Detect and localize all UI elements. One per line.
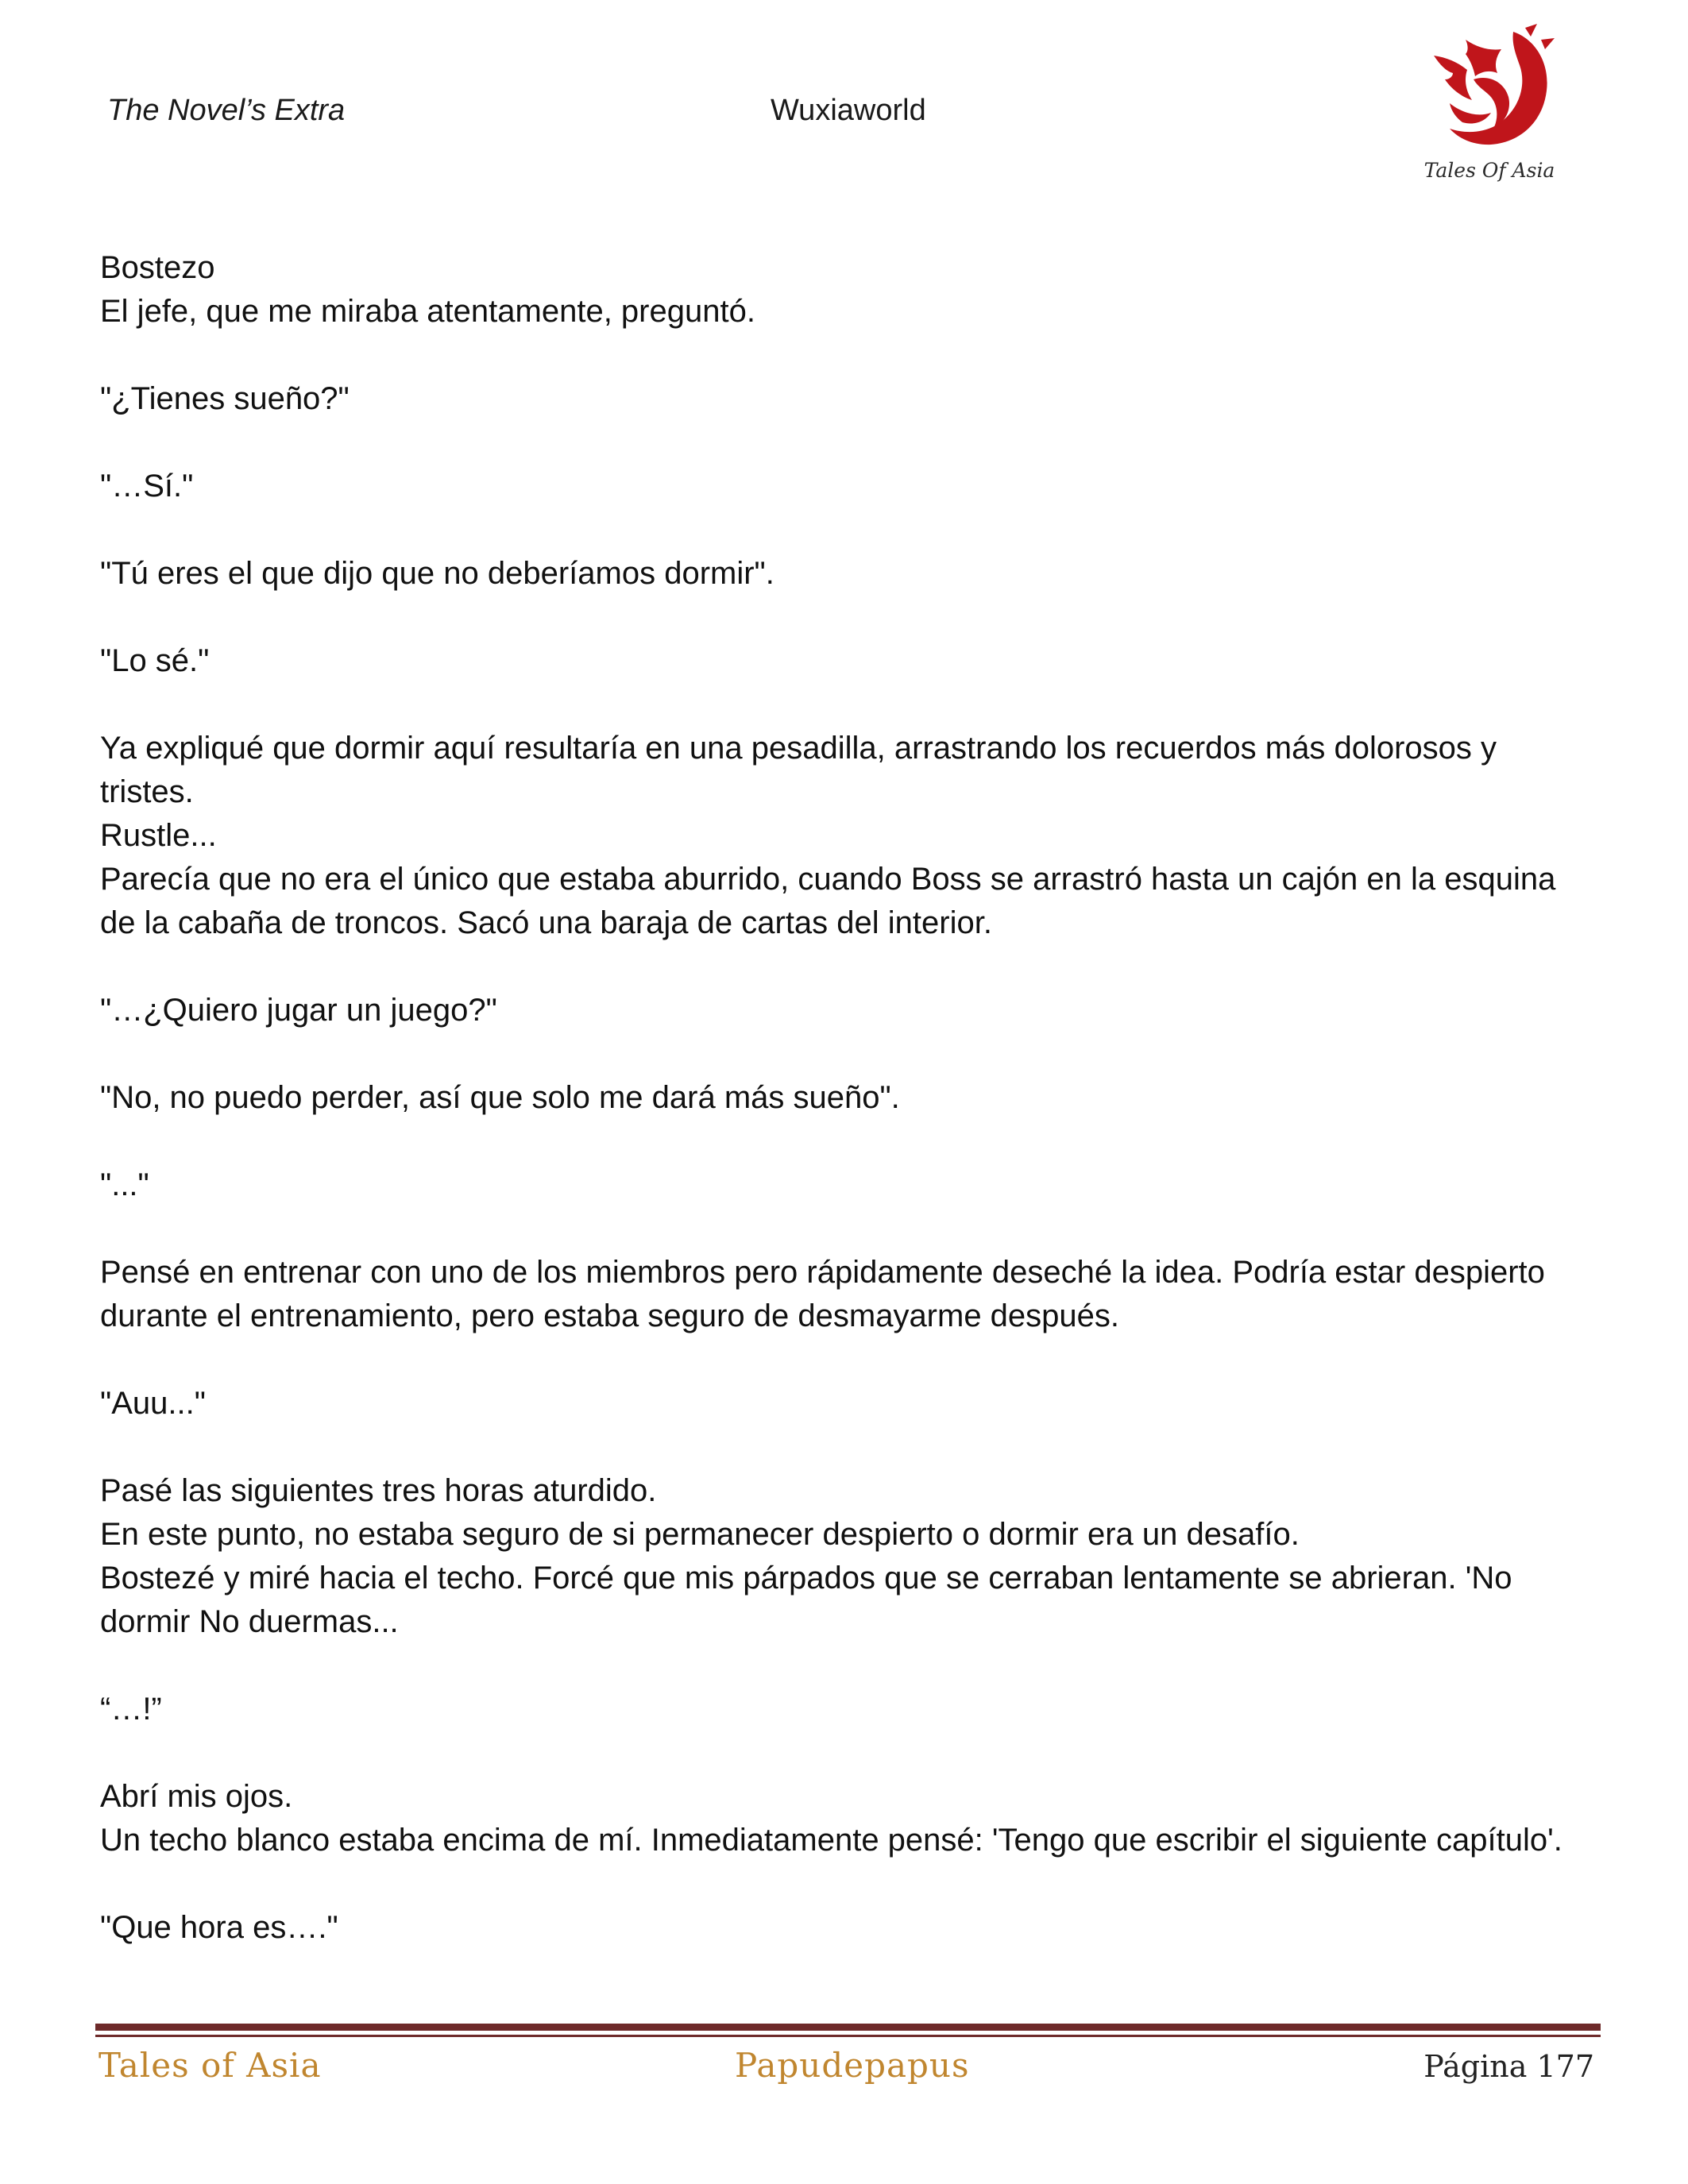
footer-divider xyxy=(95,2024,1601,2031)
paragraph: Parecía que no era el único que estaba aburrido, cuando Boss se arrastró hasta un cajón en la esquina de la cabaña de troncos. Sacó una baraja de cartas del interior. xyxy=(100,862,1556,940)
footer-site-name: Tales of Asia xyxy=(98,2046,322,2085)
paragraph: Ya expliqué que dormir aquí resultaría en una pesadilla, arrastrando los recuerdos más dolorosos y tristes. xyxy=(100,731,1497,809)
header-source: Wuxiaworld xyxy=(771,94,926,127)
paragraph-gap xyxy=(100,421,1578,465)
paragraph-gap xyxy=(100,334,1578,377)
dragon-icon xyxy=(1418,24,1561,163)
paragraph-gap xyxy=(100,1338,1578,1382)
paragraph: En este punto, no estaba seguro de si permanecer despierto o dormir era un desafío. xyxy=(100,1517,1300,1552)
paragraph: Un techo blanco estaba encima de mí. Inmediatamente pensé: 'Tengo que escribir el siguiente capítulo'. xyxy=(100,1823,1562,1858)
paragraph: "No, no puedo perder, así que solo me dará más sueño". xyxy=(100,1080,900,1115)
paragraph: "Lo sé." xyxy=(100,643,210,678)
paragraph-gap xyxy=(100,1862,1578,1906)
paragraph: "Tú eres el que dijo que no deberíamos dormir". xyxy=(100,556,774,591)
paragraph: Pensé en entrenar con uno de los miembros pero rápidamente deseché la idea. Podría estar despierto durante el entrenamiento, pero estaba seguro de desmayarme después. xyxy=(100,1255,1545,1333)
paragraph: "Auu..." xyxy=(100,1386,206,1421)
header-title: The Novel’s Extra xyxy=(107,94,346,127)
logo-text: Tales Of Asia xyxy=(1423,159,1555,182)
paragraph-gap xyxy=(100,1426,1578,1469)
paragraph-gap xyxy=(100,1120,1578,1163)
paragraph: Bostezo xyxy=(100,250,215,285)
paragraph-gap xyxy=(100,508,1578,552)
paragraph-gap xyxy=(100,1644,1578,1688)
paragraph: "…Sí." xyxy=(100,469,194,504)
paragraph: Pasé las siguientes tres horas aturdido. xyxy=(100,1473,657,1508)
paragraph-gap xyxy=(100,1207,1578,1251)
paragraph: Bostezé y miré hacia el techo. Forcé que mis párpados que se cerraban lentamente se abrieran. 'No dormir No duermas... xyxy=(100,1561,1512,1639)
paragraph: "…¿Quiero jugar un juego?" xyxy=(100,993,497,1028)
paragraph: "..." xyxy=(100,1167,149,1202)
paragraph-gap xyxy=(100,1032,1578,1076)
paragraph: “…!” xyxy=(100,1692,162,1727)
paragraph: "Que hora es…." xyxy=(100,1910,338,1945)
footer-divider-thin xyxy=(95,2035,1601,2037)
paragraph-gap xyxy=(100,596,1578,639)
paragraph: "¿Tienes sueño?" xyxy=(100,381,350,416)
tales-of-asia-logo xyxy=(1418,24,1561,187)
page-number: Página 177 xyxy=(1423,2049,1594,2084)
paragraph-gap xyxy=(100,1731,1578,1775)
paragraph: Rustle... xyxy=(100,818,217,853)
document-body xyxy=(100,246,1578,1950)
paragraph: Abrí mis ojos. xyxy=(100,1779,293,1814)
paragraph-gap xyxy=(100,945,1578,989)
paragraph-gap xyxy=(100,683,1578,727)
paragraph: El jefe, que me miraba atentamente, preguntó. xyxy=(100,294,755,329)
footer-translator: Papudepapus xyxy=(735,2046,970,2085)
